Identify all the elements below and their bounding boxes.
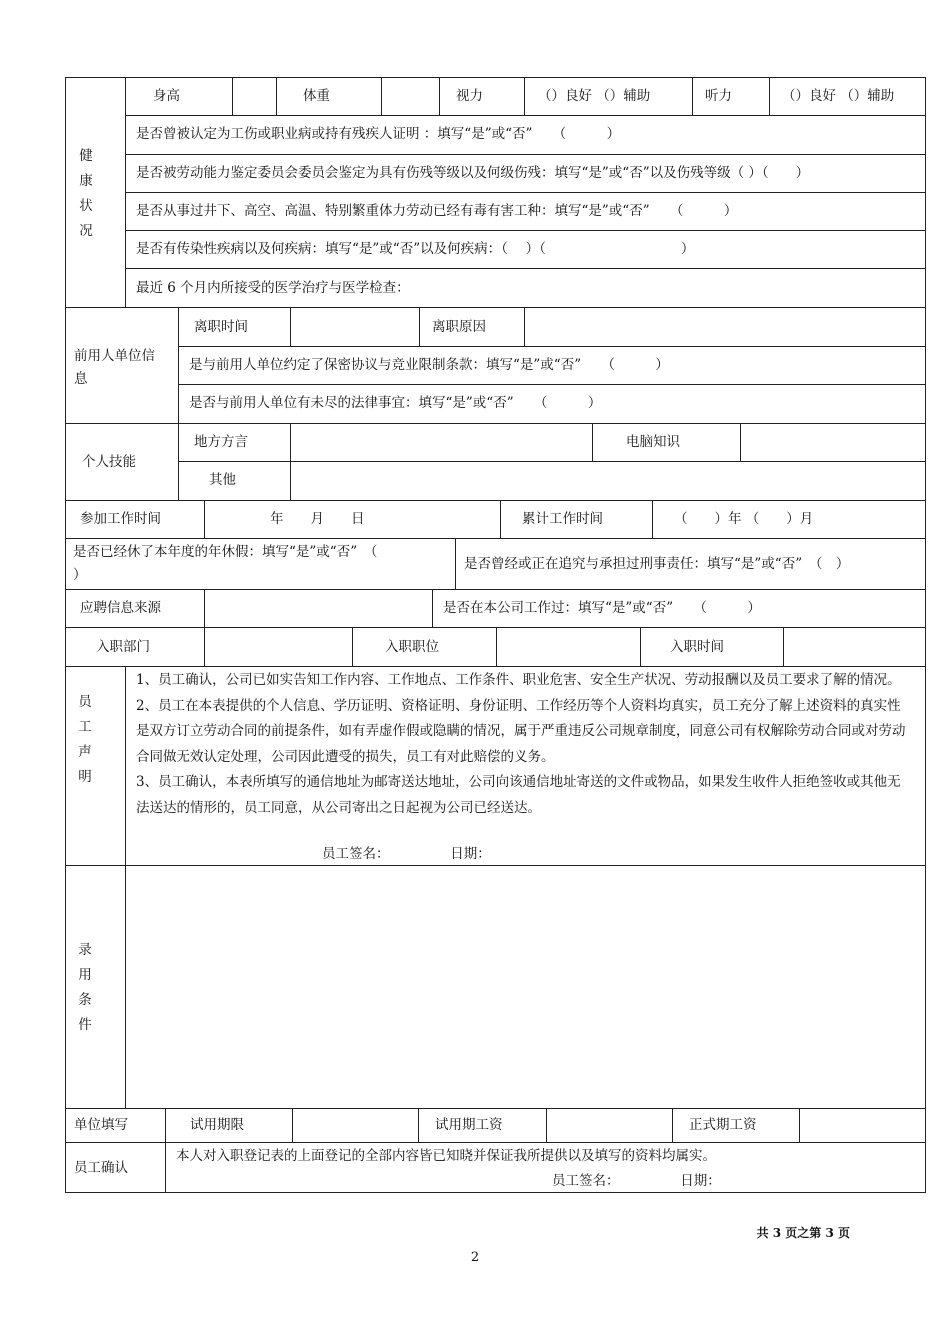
declaration-body: [136, 668, 906, 821]
col-divider: [455, 538, 456, 589]
annual-leave-question[interactable]: 是否已经休了本年度的年休假：填写“是”或“否” （: [73, 544, 378, 560]
hearing-label: 听力: [705, 88, 732, 104]
col-divider: [524, 77, 525, 115]
unit-fill-label: 单位填写: [74, 1117, 128, 1133]
skills-title: 个人技能: [82, 454, 136, 470]
row-divider: [178, 346, 926, 347]
page-info: 共 3 页之第 3 页: [756, 1226, 850, 1240]
col-divider: [652, 500, 653, 538]
formal-salary-field[interactable]: [800, 1109, 925, 1141]
employee-confirm-label: 员工确认: [74, 1160, 128, 1176]
position-field[interactable]: [497, 628, 639, 665]
col-divider: [419, 307, 420, 346]
hiring-conditions-title: 录 用 条 件: [78, 942, 92, 1033]
col-divider: [125, 77, 126, 307]
vision-options[interactable]: （）良好 （）辅助: [538, 88, 651, 104]
row-divider: [65, 500, 926, 501]
medical-treatment-question[interactable]: 最近 6 个月内所接受的医学治疗与医学检查：: [136, 280, 410, 296]
col-divider: [500, 500, 501, 538]
row-divider: [125, 268, 926, 269]
col-divider: [165, 1108, 166, 1142]
col-divider: [204, 500, 205, 538]
infectious-disease-question[interactable]: 是否有传染性疾病以及何疾病：填写“是”或“否”以及何疾病：（ ）（ ）: [136, 241, 695, 257]
weight-field[interactable]: [382, 78, 438, 114]
probation-salary-field[interactable]: [547, 1109, 671, 1141]
declaration-item-1: 1、员工确认，公司已如实告知工作内容、工作地点、工作条件、职业危害、安全生产状况、劳动报酬以及员工要求了解的情况。: [136, 672, 901, 688]
leave-reason-label: 离职原因: [432, 319, 486, 335]
criminal-liability-question[interactable]: 是否曾经或正在追究与承担过刑事责任：填写“是”或“否” （ ）: [464, 556, 850, 572]
work-start-label: 参加工作时间: [80, 511, 161, 527]
col-divider: [432, 589, 433, 627]
health-section-title: 健 康 状 况: [79, 148, 93, 239]
computer-label: 电脑知识: [626, 434, 680, 450]
col-divider: [418, 1108, 419, 1142]
weight-label: 体重: [303, 88, 330, 104]
computer-field[interactable]: [741, 424, 925, 460]
hiring-conditions-field[interactable]: [126, 866, 925, 1107]
noncompete-question[interactable]: 是与前用人单位约定了保密协议与竞业限制条款：填写“是”或“否” （ ）: [189, 357, 669, 373]
row-divider: [178, 384, 926, 385]
row-divider: [65, 538, 926, 539]
declaration-title: 员 工 声 明: [78, 694, 92, 785]
legal-matters-question[interactable]: 是否与前用人单位有未尽的法律事宜：填写“是”或“否” （ ）: [189, 395, 602, 411]
leave-time-label: 离职时间: [194, 319, 248, 335]
col-divider: [439, 77, 440, 115]
hearing-options[interactable]: （）良好 （）辅助: [782, 88, 895, 104]
row-divider: [125, 192, 926, 193]
probation-period-field[interactable]: [293, 1109, 417, 1141]
col-divider: [178, 307, 179, 500]
row-divider: [65, 666, 926, 667]
col-divider: [692, 77, 693, 115]
worked-here-question[interactable]: 是否在本公司工作过：填写“是”或“否” （ ）: [443, 600, 761, 616]
col-divider: [640, 627, 641, 666]
row-divider: [65, 1142, 926, 1143]
probation-salary-label: 试用期工资: [435, 1117, 503, 1133]
disability-question[interactable]: 是否被劳动能力鉴定委员会委员会鉴定为具有伤残等级以及何级伤残：填写“是”或“否”以及伤残等级（ ）（ ）: [136, 165, 810, 181]
col-divider: [592, 423, 593, 461]
height-field[interactable]: [233, 78, 275, 114]
height-label: 身高: [153, 88, 180, 104]
total-work-label: 累计工作时间: [522, 511, 603, 527]
employee-confirm-statement: 本人对入职登记表的上面登记的全部内容皆已知晓并保证我所提供以及填写的资料均属实。: [176, 1148, 716, 1164]
job-source-label: 应聘信息来源: [80, 600, 161, 616]
position-label: 入职职位: [385, 639, 439, 655]
row-divider: [125, 115, 926, 116]
declaration-signature[interactable]: 员工签名： 日期：: [322, 846, 491, 862]
previous-employer-title: 前用人单位信息: [74, 348, 155, 387]
declaration-item-3: 3、员工确认，本表所填写的通信地址为邮寄送达地址，公司向该通信地址寄送的文件或物品，如果发生收件人拒绝签收或其他无法送达的情形的，员工同意，从公司寄出之日起视为公司已经送达。: [136, 774, 901, 816]
row-divider: [125, 230, 926, 231]
other-skills-field[interactable]: [291, 462, 925, 499]
dialect-field[interactable]: [291, 424, 591, 460]
col-divider: [352, 627, 353, 666]
leave-reason-field[interactable]: [525, 308, 925, 345]
job-source-field[interactable]: [205, 590, 431, 626]
col-divider: [165, 1142, 166, 1193]
work-injury-question[interactable]: 是否曾被认定为工伤或职业病或持有残疾人证明 ：填写“是”或“否” （ ）: [136, 126, 621, 142]
col-divider: [769, 77, 770, 115]
row-divider: [65, 1108, 926, 1109]
department-label: 入职部门: [96, 639, 150, 655]
total-work-value[interactable]: （ ）年 （ ）月: [674, 511, 814, 527]
row-divider: [125, 154, 926, 155]
entry-time-label: 入职时间: [670, 639, 724, 655]
entry-time-field[interactable]: [784, 628, 925, 665]
formal-salary-label: 正式期工资: [689, 1117, 757, 1133]
page-number: 2: [470, 1250, 480, 1265]
vision-label: 视力: [456, 88, 483, 104]
leave-time-field[interactable]: [291, 308, 418, 345]
other-skills-label: 其他: [209, 472, 236, 488]
annual-leave-question-cont[interactable]: ）: [73, 567, 87, 583]
work-start-value[interactable]: 年 月 日: [270, 511, 365, 527]
declaration-item-2: 2、员工在本表提供的个人信息、学历证明、资格证明、身份证明、工作经历等个人资料均真实，员工充分了解上述资料的真实性是双方订立劳动合同的前提条件，如有弄虚作假或隐瞒的情况，属于严重违反公司规章制度，同意公司有权解除劳动合同或对劳动合同做无效认定处理，公司因此遭受的损失，员工有对此赔偿的义务。: [136, 697, 906, 765]
col-divider: [276, 77, 277, 115]
department-field[interactable]: [205, 628, 351, 665]
col-divider: [672, 1108, 673, 1142]
dialect-label: 地方方言: [194, 434, 248, 450]
row-divider: [65, 589, 926, 590]
hazardous-work-question[interactable]: 是否从事过井下、高空、高温、特别繁重体力劳动已经有毒有害工种：填写“是”或“否” （ ）: [136, 203, 738, 219]
employee-confirm-signature[interactable]: 员工签名： 日期：: [552, 1173, 721, 1189]
probation-period-label: 试用期限: [190, 1117, 244, 1133]
